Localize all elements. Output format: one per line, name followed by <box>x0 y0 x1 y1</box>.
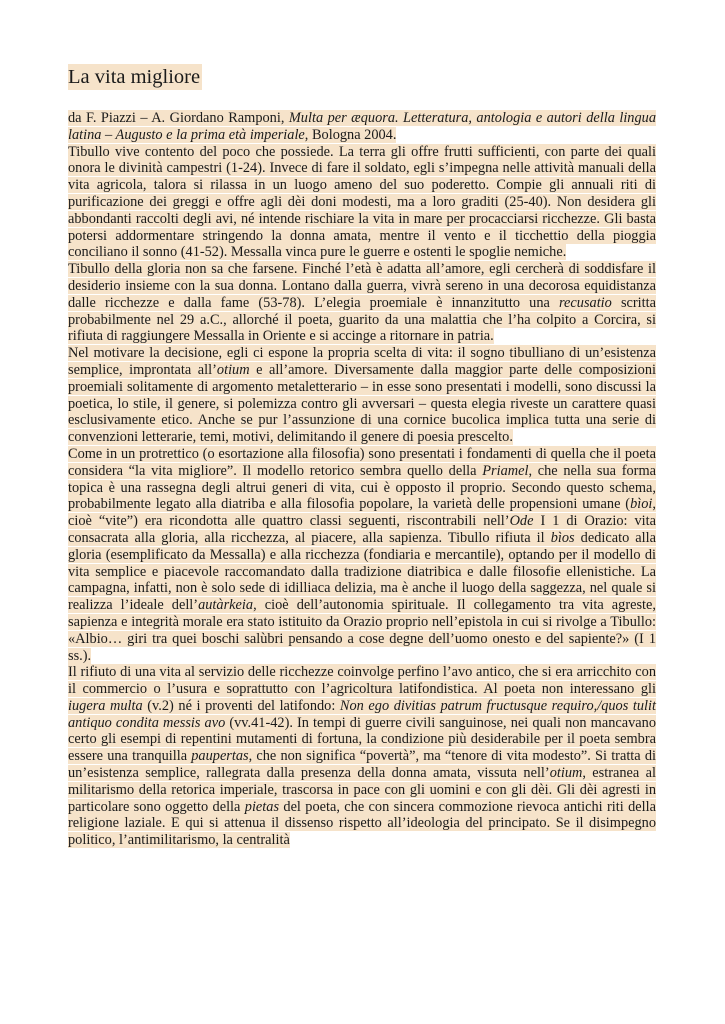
document-title: La vita migliore <box>68 66 201 88</box>
paragraph-3: Nel motivare la decisione, egli ci espone la propria scelta di vita: il sogno tibulliano di un’esistenza semplice, improntata all’otium e all’amore. Diversamente dalla maggior parte delle composizioni proemiali solitamente di argomento metaletterario – in esse sono presentati i modelli, sono discussi la poetica, lo stile, il genere, si polemizza contro gli avversari – questa elegia riveste un carattere quasi esclusivamente etico. Anche se pur l’assunzione di una cornice bucolica implica tutta una serie di convenzioni letterarie, temi, motivi, delimitando il genere di poesia prescelto. <box>68 345 656 446</box>
paragraph-2: Tibullo della gloria non sa che farsene. Finché l’età è adatta all’amore, egli cercherà di soddisfare il desiderio insieme con la sua donna. Lontano dalla guerra, vivrà sereno in una decorosa equidistanza dalle ricchezze e dalla fame (53-78). L’elegia proemiale è innanzitutto una recusatio scritta probabilmente nel 29 a.C., allorché il poeta, guarito da una malattia che l’ha colpito a Corcira, si rifiuta di raggiungere Messalla in Oriente e si accinge a ritornare in patria. <box>68 261 656 345</box>
book-title: Multa per æquora. Letteratura, antologia e autori della lingua latina – Augusto e la prima età imperiale <box>68 110 656 143</box>
latin-quote: Non ego divitias patrum fructusque requiro,/quos tulit antiquo condita messis avo <box>68 697 656 731</box>
paragraph-5: Il rifiuto di una vita al servizio delle ricchezze coinvolge perfino l’avo antico, che si era arricchito con il commercio o l’usura e soprattutto con l’agricoltura latifondistica. Al poeta non interessano gli iugera multa (v.2) né i proventi del latifondo: Non ego divitias patrum fructusque requiro,/quos tulit antiquo condita messis avo (vv.41-42). In tempi di guerre civili sanguinose, nei quali non mancavano certo gli esempi di repentini mutamenti di fortuna, la condizione più desiderabile per il poeta sembra essere una tranquilla paupertas, che non significa “povertà”, ma “tenore di vita modesto”. Si tratta di un’esistenza semplice, rallegrata dalla presenza della donna amata, vissuta nell’otium, estranea al militarismo della retorica imperiale, trascorsa in pace con gli uomini e con gli dèi. Gli dèi agresti in particolare sono oggetto della pietas del poeta, che con sincera commozione rievoca antichi riti della religione laziale. E qui si attenua il dissenso rispetto all’ideologia del principato. Se il disimpegno politico, l’antimilitarismo, la centralità <box>68 664 656 849</box>
source-citation: da F. Piazzi – A. Giordano Ramponi, Multa per æquora. Letteratura, antologia e autori della lingua latina – Augusto e la prima età imperiale, Bologna 2004. <box>68 110 656 143</box>
document-page <box>68 64 656 849</box>
paragraph-1: Tibullo vive contento del poco che possiede. La terra gli offre frutti sufficienti, con parte dei quali onora le divinità campestri (1-24). Invece di fare il soldato, egli s’impegna nelle attività manuali della vita agricola, talora si rilassa in un luogo ameno del suo poderetto. Compie gli annuali riti di purificazione dei greggi e offre agli dèi doni modesti, ma a loro graditi (25-40). Non desidera gli abbondanti raccolti degli avi, né intende rischiare la vita in mare per procacciarsi ricchezze. Gli basta potersi addormentare stringendo la donna amata, mentre il vento e il ticchettio della pioggia conciliano il sonno (41-52). Messalla vinca pure le guerre e ostenti le spoglie nemiche. <box>68 143 656 261</box>
paragraph-4: Come in un protrettico (o esortazione alla filosofia) sono presentati i fondamenti di quella che il poeta considera “la vita migliore”. Il modello retorico sembra quello della Priamel, che nella sua forma topica è una rassegna degli altrui generi di vita, cui è opposto il proprio. Secondo questo schema, probabilmente legato alla diatriba e alla filosofia popolare, la varietà delle propensioni umane (bìoi, cioè “vite”) era ricondotta alle quattro classi seguenti, riscontrabili nell’Ode I 1 di Orazio: vita consacrata alla gloria, alla ricchezza, al piacere, alla sapienza. Tibullo rifiuta il bìos dedicato alla gloria (esemplificato da Messalla) e alla ricchezza (fondiaria e mercantile), optando per il modello di vita semplice e piacevole raccomandato dalla tradizione diatribica e dalle filosofie ellenistiche. La campagna, infatti, non è solo sede di idilliaca delizia, ma è anche il luogo della saggezza, nel quale si realizza l’ideale dell’autàrkeia, cioè dell’autonomia spirituale. Il collegamento tra vita agreste, sapienza e integrità morale era stato istituito da Orazio proprio nell’epistola in cui si rivolge a Tibullo: «Albio… giri tra quei boschi salùbri pensando a cose degne dell’uomo onesto e del sapiente?» (I 1 ss.). <box>68 445 656 664</box>
